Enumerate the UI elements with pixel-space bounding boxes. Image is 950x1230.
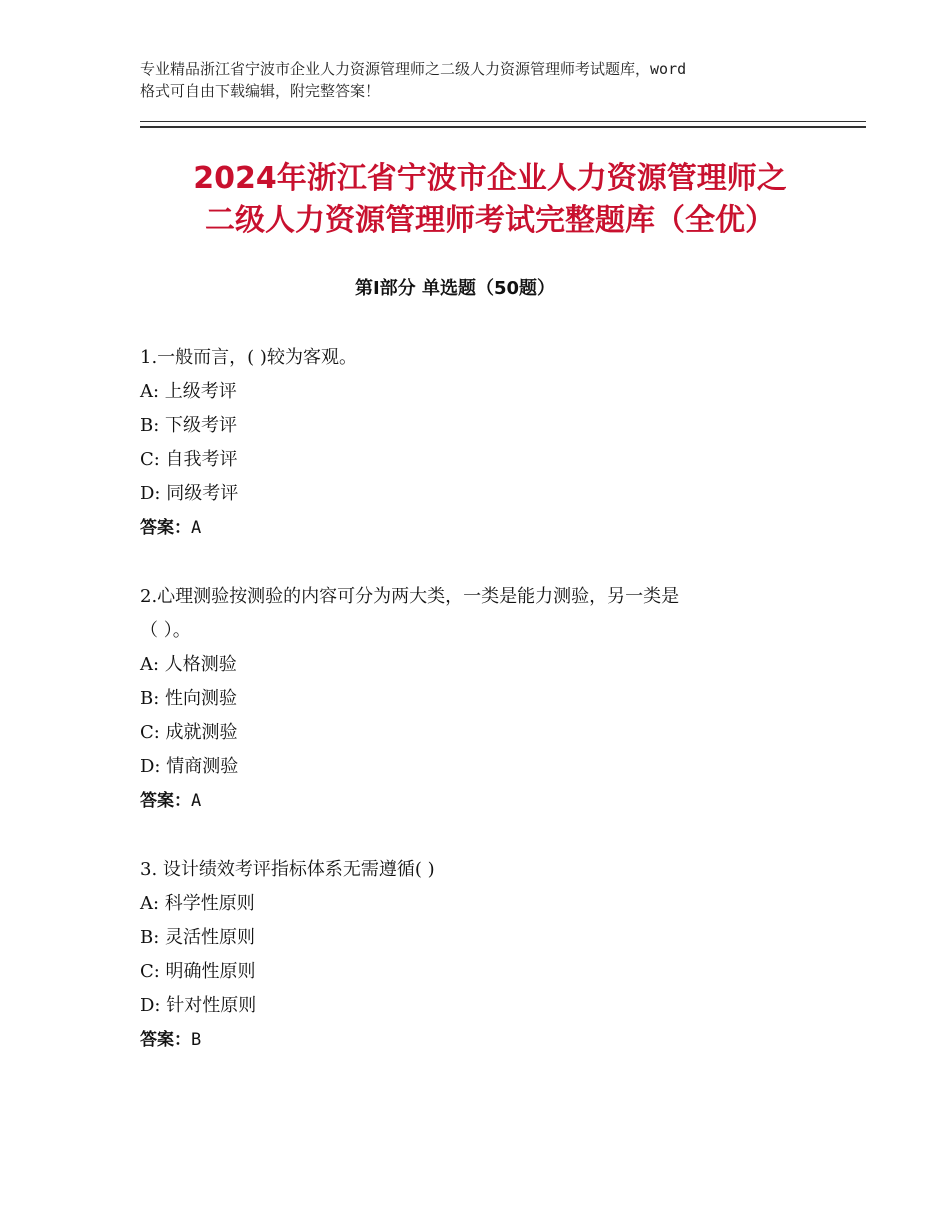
- question-3: [140, 853, 820, 1057]
- option-a: A: 人格测验: [140, 654, 237, 675]
- question-stem: 1.一般而言，( )较为客观。: [140, 347, 357, 368]
- section-heading: 第Ⅰ部分 单选题（50题）: [354, 278, 555, 299]
- answer-line: [140, 784, 820, 818]
- answer-label: 答案：: [140, 1030, 191, 1050]
- option-b: B: 性向测验: [140, 688, 238, 709]
- option-b: B: 灵活性原则: [140, 927, 256, 948]
- header-note-line: 格式可自由下载编辑，附完整答案！: [140, 82, 381, 100]
- question-stem: 3. 设计绩效考评指标体系无需遵循( ): [140, 859, 435, 880]
- question-1: [140, 341, 820, 545]
- question-2: [140, 580, 820, 818]
- option-c: C: 成就测验: [140, 722, 238, 743]
- question-stem: 2.心理测验按测验的内容可分为两大类，一类是能力测验，另一类是: [140, 586, 680, 607]
- header-divider: [140, 121, 866, 128]
- option-a: A: 上级考评: [140, 381, 237, 402]
- option-c: C: 明确性原则: [140, 961, 256, 982]
- answer-label: 答案：: [140, 791, 191, 811]
- header-note: [140, 58, 830, 102]
- header-note-line: 专业精品浙江省宁波市企业人力资源管理师之二级人力资源管理师考试题库，word: [140, 60, 687, 78]
- answer-label: 答案：: [140, 518, 191, 538]
- option-c: C: 自我考评: [140, 449, 238, 470]
- answer-line: [140, 1023, 820, 1057]
- question-stem-continued: （ ）。: [140, 620, 191, 641]
- option-d: D: 同级考评: [140, 483, 239, 504]
- option-b: B: 下级考评: [140, 415, 238, 436]
- answer-value: B: [191, 1030, 202, 1050]
- title-line: 二级人力资源管理师考试完整题库（全优）: [205, 203, 775, 238]
- answer-line: [140, 511, 820, 545]
- answer-value: A: [191, 791, 202, 811]
- option-d: D: 情商测验: [140, 756, 239, 777]
- title-line: 2024年浙江省宁波市企业人力资源管理师之: [193, 161, 787, 196]
- answer-value: A: [191, 518, 202, 538]
- option-a: A: 科学性原则: [140, 893, 255, 914]
- option-d: D: 针对性原则: [140, 995, 257, 1016]
- document-title: [140, 158, 840, 242]
